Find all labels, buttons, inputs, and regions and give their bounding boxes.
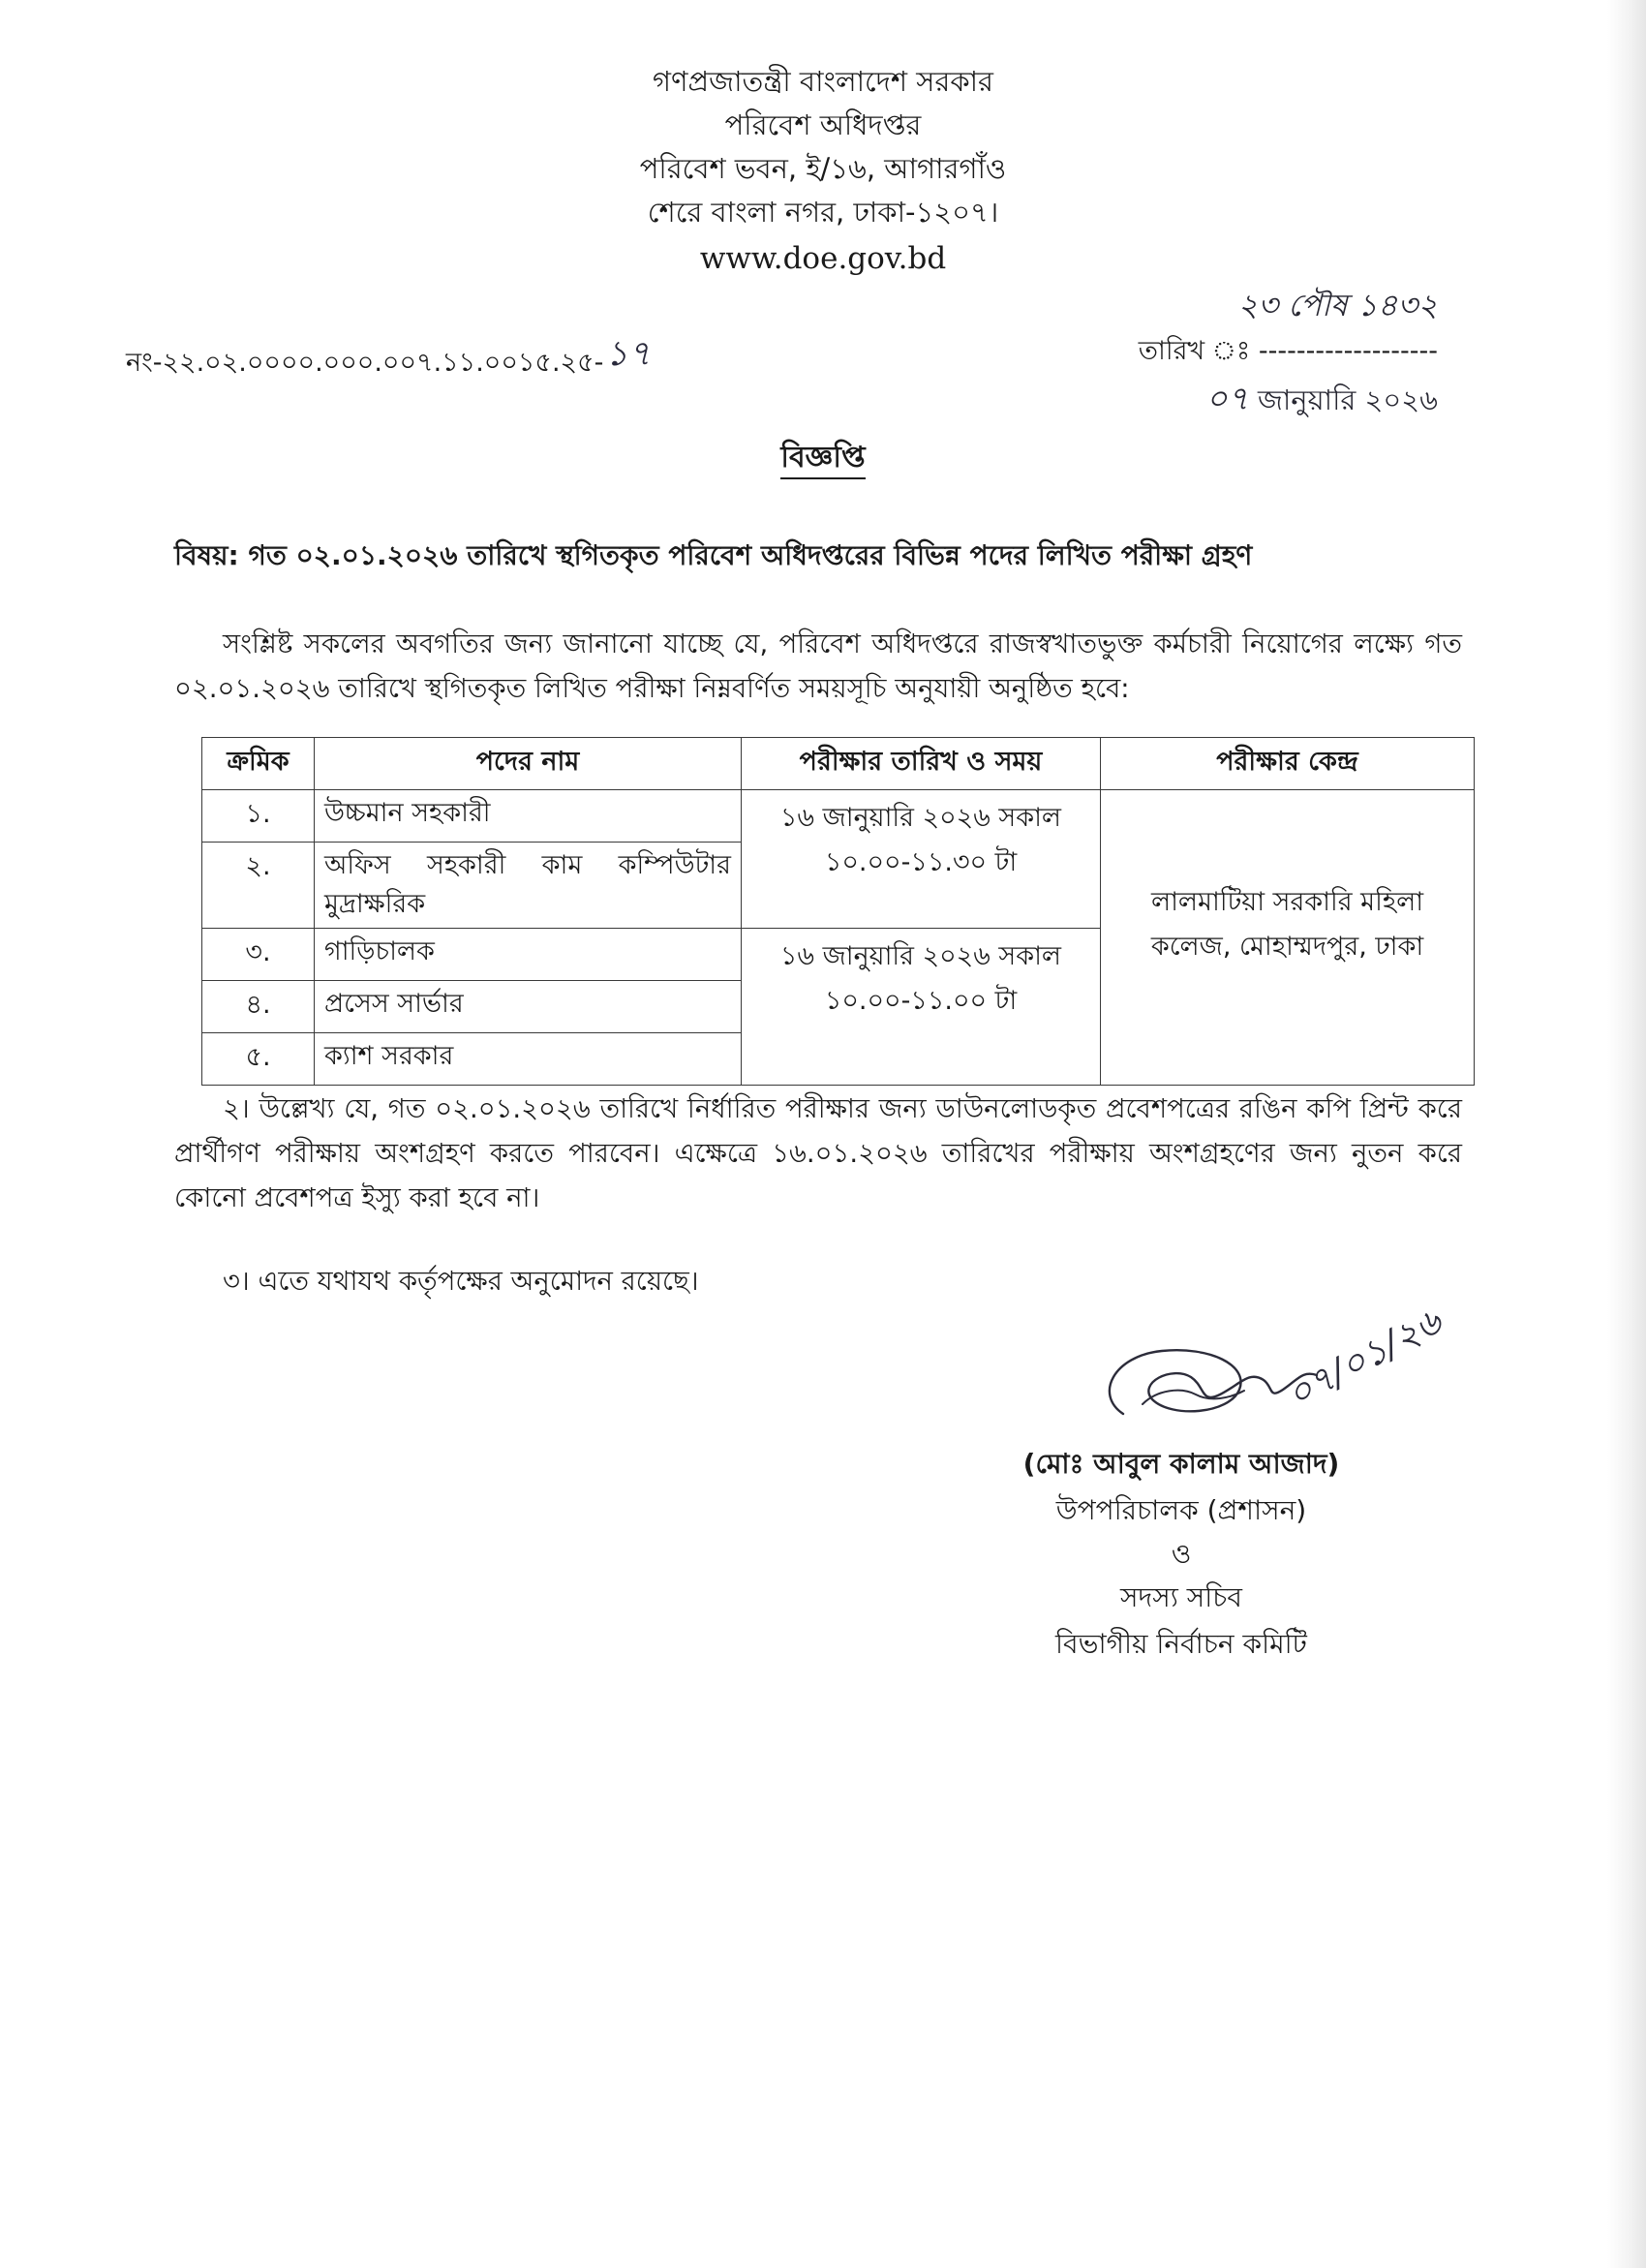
bangla-date-handwritten: ২৩ পৌষ ১৪৩২ [1237, 287, 1438, 323]
exam-time-group-1: ১৬ জানুয়ারি ২০২৬ সকাল ১০.০০-১১.৩০ টা [742, 790, 1101, 929]
letterhead [0, 60, 1646, 283]
row-serial: ৫. [202, 1033, 315, 1086]
date-label: তারিখ ঃ ------------------- [1138, 336, 1438, 366]
paragraph-2: ২। উল্লেখ্য যে, গত ০২.০১.২০২৬ তারিখে নির্ধারিত পরীক্ষার জন্য ডাউনলোডকৃত প্রবেশপত্রের রঙিন কপি প্রিন্ট করে প্রার্থীগণ পরীক্ষায় অংশগ্রহণ করতে পারবেন। এক্ষেত্রে ১৬.০১.২০২৬ তারিখের পরীক্ষায় অংশগ্রহণের জন্য নুতন করে কোনো প্রবেশপত্র ইস্যু করা হবে না। [174, 1093, 1462, 1213]
notice-title-text: বিজ্ঞপ্তি [780, 441, 865, 479]
paragraph-1: সংশ্লিষ্ট সকলের অবগতির জন্য জানানো যাচ্ছে যে, পরিবেশ অধিদপ্তরে রাজস্বখাতভুক্ত কর্মচারী নিয়োগের লক্ষ্যে গত ০২.০১.২০২৬ তারিখে স্থগিতকৃত লিখিত পরীক্ষা নিম্নবর্ণিত সময়সূচি অনুযায়ী অনুষ্ঠিত হবে: [174, 628, 1462, 704]
header-post: পদের নাম [315, 738, 742, 790]
signatory-conjunction: ও [1171, 1538, 1192, 1570]
english-date-handwritten [1031, 374, 1438, 425]
signature-date: ০৭/০১/২৬ [1279, 1300, 1448, 1417]
exam-time-group-2: ১৬ জানুয়ারি ২০২৬ সকাল ১০.০০-১১.০০ টা [742, 929, 1101, 1086]
row-post: অফিস সহকারী কাম কম্পিউটার মুদ্রাক্ষরিক [315, 843, 742, 929]
address-line-2: শেরে বাংলা নগর, ঢাকা-১২০৭। [647, 196, 999, 229]
row-serial: ১. [202, 790, 315, 843]
row-post: গাড়িচালক [315, 929, 742, 981]
header-center: পরীক্ষার কেন্দ্র [1101, 738, 1475, 790]
department-name: পরিবেশ অধিদপ্তর [724, 108, 922, 141]
row-post: প্রসেস সার্ভার [315, 981, 742, 1033]
table-row [202, 790, 1475, 843]
memo-number-handwritten: ১৭ [605, 334, 652, 374]
website-link[interactable]: www.doe.gov.bd [699, 241, 947, 276]
signatory-role: সদস্য সচিব [1120, 1581, 1242, 1613]
address-line-1: পরিবেশ ভবন, ই/১৬, আগারগাঁও [639, 152, 1007, 185]
row-serial: ৪. [202, 981, 315, 1033]
signatory-name: (মোঃ আবুল কালাম আজাদ) [1022, 1448, 1340, 1480]
memo-number-text: নং-২২.০২.০০০০.০০০.০০৭.১১.০০১৫.২৫- [126, 348, 604, 378]
header-date-time: পরীক্ষার তারিখ ও সময় [742, 738, 1101, 790]
header-serial: ক্রমিক [202, 738, 315, 790]
exam-center: লালমাটিয়া সরকারি মহিলা কলেজ, মোহাম্মদপুর, ঢাকা [1101, 790, 1475, 1086]
exam-schedule-table [201, 737, 1475, 1086]
signatory-block [978, 1441, 1385, 1668]
signatory-committee: বিভাগীয় নির্বাচন কমিটি [1055, 1628, 1307, 1660]
notice-title [0, 434, 1646, 483]
scan-edge-shadow [1607, 0, 1646, 2268]
govt-name: গণপ্রজাতন্ত্রী বাংলাদেশ সরকার [652, 65, 994, 98]
subject-line: বিষয়: গত ০২.০১.২০২৬ তারিখে স্থগিতকৃত পরিবেশ অধিদপ্তরের বিভিন্ন পদের লিখিত পরীক্ষা গ্রহণ [174, 539, 1253, 571]
row-post: উচ্চমান সহকারী [315, 790, 742, 843]
signatory-designation: উপপরিচালক (প্রশাসন) [1055, 1494, 1307, 1526]
english-date-rest: জানুয়ারি ২০২৬ [1257, 383, 1438, 416]
row-post: ক্যাশ সরকার [315, 1033, 742, 1086]
date-block [1031, 281, 1438, 425]
memo-number [126, 333, 651, 391]
table-header-row [202, 738, 1475, 790]
row-serial: ২. [202, 843, 315, 929]
paragraph-3: ৩। এতে যথাযথ কর্তৃপক্ষের অনুমোদন রয়েছে। [223, 1266, 699, 1297]
row-serial: ৩. [202, 929, 315, 981]
english-date-day: ০৭ [1205, 380, 1249, 418]
